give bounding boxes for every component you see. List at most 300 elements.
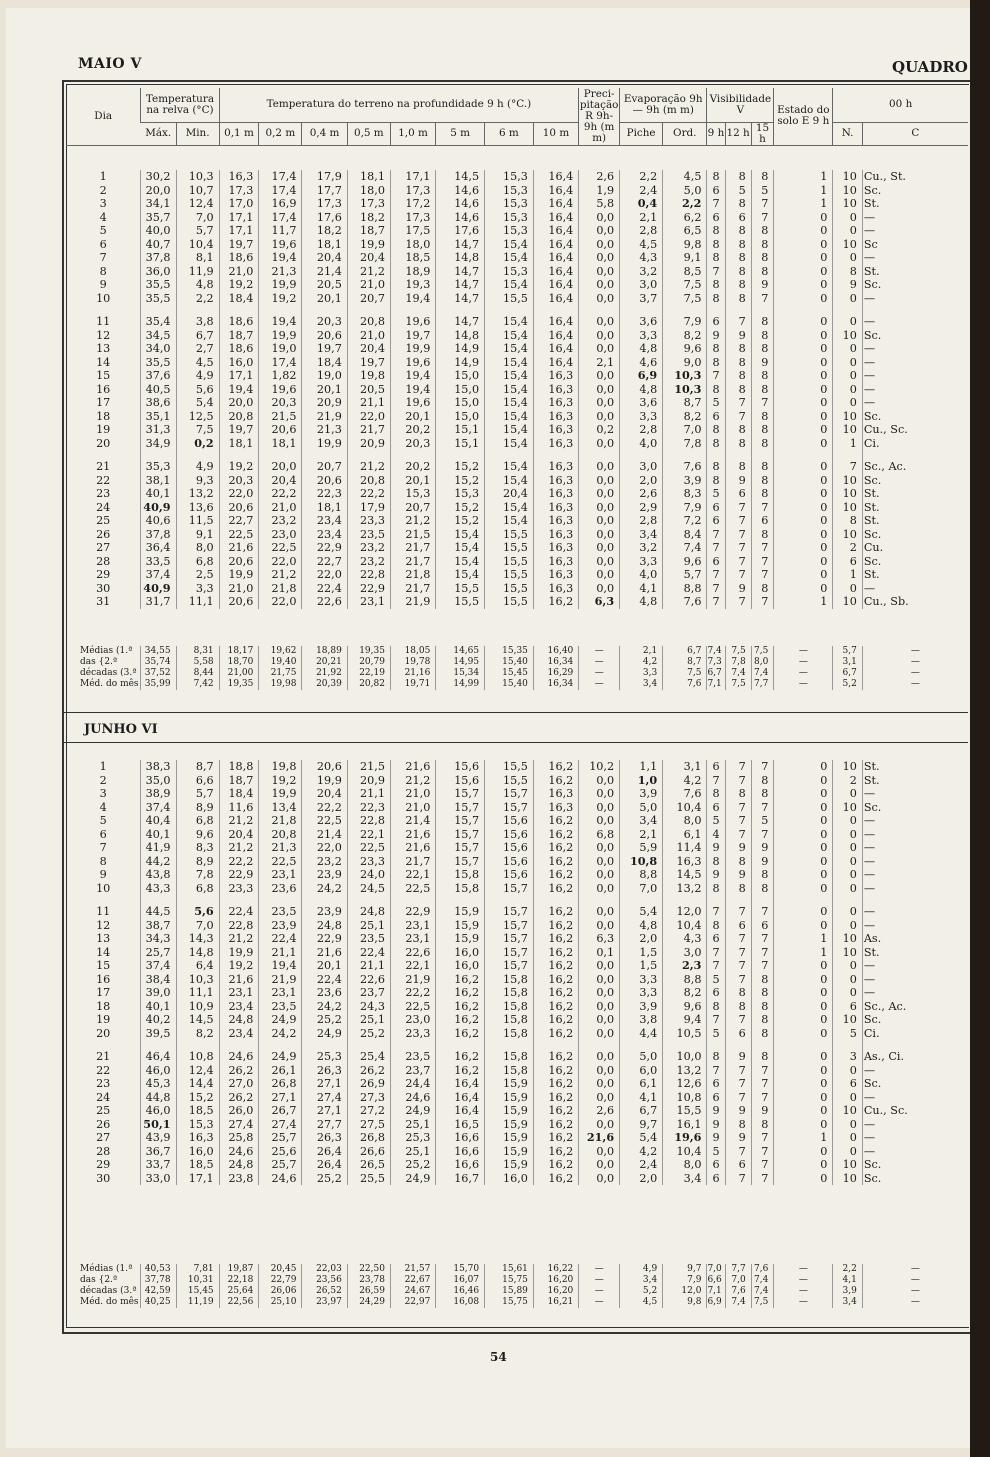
value-cell: 22,9: [302, 932, 347, 946]
value-cell: 2,8: [620, 224, 663, 238]
value-cell: 15,35: [485, 646, 534, 657]
value-cell: 0,0: [579, 278, 620, 292]
value-cell: 22,50: [347, 1264, 390, 1275]
value-cell: 3,0: [620, 278, 663, 292]
value-cell: 8,1: [176, 251, 219, 265]
value-cell: 5,4: [620, 1131, 663, 1145]
value-cell: 9,1: [663, 251, 707, 265]
value-cell: 7,7: [725, 1264, 751, 1275]
value-cell: 12,4: [176, 197, 219, 211]
value-cell: 0,0: [579, 555, 620, 569]
value-cell: 21,57: [390, 1264, 435, 1275]
value-cell: 0: [774, 986, 833, 1000]
value-cell: 8: [725, 787, 751, 801]
value-cell: 18,5: [176, 1104, 219, 1118]
day-cell: 4: [99, 800, 107, 814]
value-cell: 0: [833, 315, 862, 329]
value-cell: 22,0: [347, 410, 390, 424]
value-cell: 18,1: [302, 501, 347, 515]
value-cell: 38,1: [141, 474, 176, 488]
value-cell: 7,9: [663, 1275, 707, 1286]
value-cell: 37,8: [141, 251, 176, 265]
value-cell: 19,6: [259, 383, 302, 397]
value-cell: 23,5: [259, 905, 302, 919]
table-row: [66, 973, 968, 987]
value-cell: 16,4: [533, 224, 578, 238]
value-cell: 6,9: [707, 1297, 725, 1308]
value-cell: 8,3: [663, 487, 707, 501]
value-cell: 19,6: [390, 356, 435, 370]
value-cell: 46,0: [141, 1064, 176, 1078]
value-cell: 15,3: [485, 184, 534, 198]
day-cell: 16: [96, 972, 111, 986]
value-cell: 19,9: [390, 342, 435, 356]
value-cell: 2,0: [620, 474, 663, 488]
value-cell: 2,8: [620, 514, 663, 528]
table-row: [66, 814, 968, 828]
value-cell: 8: [751, 1027, 774, 1041]
value-cell: 1: [774, 595, 833, 609]
table-row: [66, 828, 968, 842]
value-cell: 20,4: [219, 828, 259, 842]
value-cell: St.: [862, 568, 968, 582]
value-cell: 10,4: [663, 919, 707, 933]
value-cell: 25,7: [259, 1158, 302, 1172]
value-cell: 21,0: [390, 787, 435, 801]
value-cell: 34,5: [141, 329, 176, 343]
value-cell: 7: [725, 905, 751, 919]
value-cell: 9: [725, 329, 751, 343]
value-cell: 2,2: [176, 292, 219, 306]
value-cell: —: [862, 582, 968, 596]
value-cell: 16,34: [533, 657, 578, 668]
value-cell: 37,52: [141, 668, 176, 679]
value-cell: 19,8: [347, 369, 390, 383]
value-cell: 8: [751, 474, 774, 488]
value-cell: 7,0: [663, 423, 707, 437]
value-cell: 19,62: [259, 646, 302, 657]
value-cell: 18,89: [302, 646, 347, 657]
value-cell: 21,2: [219, 814, 259, 828]
summary-row: [66, 1286, 968, 1297]
value-cell: 8: [725, 342, 751, 356]
value-cell: 0: [774, 855, 833, 869]
value-cell: 6: [707, 986, 725, 1000]
value-cell: 7,5: [176, 423, 219, 437]
value-cell: 35,5: [141, 356, 176, 370]
value-cell: 38,4: [141, 973, 176, 987]
value-cell: 7: [725, 760, 751, 774]
value-cell: 4,0: [620, 568, 663, 582]
value-cell: 0,2: [579, 423, 620, 437]
value-cell: 14,6: [436, 184, 485, 198]
value-cell: 15,1: [436, 437, 485, 451]
value-cell: 16,6: [436, 1158, 485, 1172]
value-cell: 2: [833, 774, 862, 788]
value-cell: 4,1: [620, 582, 663, 596]
value-cell: 37,4: [141, 959, 176, 973]
value-cell: 15,4: [436, 568, 485, 582]
value-cell: 0: [774, 460, 833, 474]
value-cell: 15,9: [485, 1145, 534, 1159]
value-cell: 12,5: [176, 410, 219, 424]
value-cell: 10: [833, 1158, 862, 1172]
value-cell: 3,9: [620, 1000, 663, 1014]
value-cell: 4,9: [176, 460, 219, 474]
value-cell: 7: [725, 959, 751, 973]
value-cell: 0: [774, 582, 833, 596]
value-cell: —: [774, 657, 833, 668]
value-cell: 25,7: [259, 1131, 302, 1145]
table-row: [66, 224, 968, 238]
value-cell: 23,4: [302, 514, 347, 528]
value-cell: 16,3: [533, 787, 578, 801]
value-cell: 3,4: [620, 814, 663, 828]
day-cell: 18: [96, 409, 111, 423]
value-cell: 21,7: [390, 855, 435, 869]
summary-label: décadas (3.ª: [80, 668, 137, 678]
value-cell: 20,7: [302, 460, 347, 474]
value-cell: 19,7: [390, 329, 435, 343]
value-cell: 2,1: [620, 646, 663, 657]
value-cell: 35,74: [141, 657, 176, 668]
value-cell: 15,4: [436, 541, 485, 555]
value-cell: 0: [833, 919, 862, 933]
value-cell: 16,2: [533, 959, 578, 973]
value-cell: 0,0: [579, 342, 620, 356]
value-cell: 2: [833, 541, 862, 555]
value-cell: 24,3: [347, 1000, 390, 1014]
value-cell: 7: [725, 514, 751, 528]
value-cell: 7: [707, 959, 725, 973]
value-cell: 17,6: [436, 224, 485, 238]
value-cell: 4,4: [620, 1027, 663, 1041]
value-cell: 8: [707, 474, 725, 488]
value-cell: 21,2: [390, 514, 435, 528]
value-cell: 2,3: [663, 959, 707, 973]
value-cell: 15,3: [485, 224, 534, 238]
value-cell: 19,7: [302, 342, 347, 356]
value-cell: 9: [725, 1131, 751, 1145]
value-cell: 3,4: [663, 1172, 707, 1186]
value-cell: 40,9: [141, 501, 176, 515]
value-cell: 0,0: [579, 292, 620, 306]
value-cell: Sc.: [862, 1077, 968, 1091]
value-cell: 8: [725, 251, 751, 265]
value-cell: 7: [725, 315, 751, 329]
value-cell: —: [862, 882, 968, 896]
value-cell: 8: [751, 238, 774, 252]
value-cell: 6,7: [833, 668, 862, 679]
value-cell: 17,1: [219, 369, 259, 383]
value-cell: 6: [725, 1027, 751, 1041]
value-cell: 7: [725, 410, 751, 424]
value-cell: 15,40: [485, 657, 534, 668]
value-cell: 10: [833, 410, 862, 424]
table-row: [66, 487, 968, 501]
value-cell: 10,4: [663, 1145, 707, 1159]
value-cell: —: [862, 905, 968, 919]
value-cell: 18,6: [219, 315, 259, 329]
value-cell: 16,0: [485, 1172, 534, 1186]
value-cell: Cu., St.: [862, 170, 968, 184]
value-cell: 15,7: [436, 801, 485, 815]
value-cell: 19,7: [219, 238, 259, 252]
value-cell: 19,8: [259, 760, 302, 774]
value-cell: 18,1: [347, 170, 390, 184]
value-cell: 7,0: [176, 211, 219, 225]
day-cell: 6: [99, 237, 107, 251]
value-cell: 22,4: [302, 582, 347, 596]
value-cell: 21,1: [347, 396, 390, 410]
value-cell: 0: [774, 760, 833, 774]
value-cell: 15,6: [485, 841, 534, 855]
value-cell: 8: [707, 855, 725, 869]
value-cell: 16,4: [533, 251, 578, 265]
value-cell: 3,1: [833, 657, 862, 668]
value-cell: 14,6: [436, 197, 485, 211]
value-cell: 0: [774, 882, 833, 896]
value-cell: 16,3: [533, 369, 578, 383]
value-cell: St.: [862, 760, 968, 774]
day-cell: 31: [96, 595, 111, 608]
value-cell: 36,7: [141, 1145, 176, 1159]
value-cell: 15,2: [436, 501, 485, 515]
value-cell: 15,0: [436, 369, 485, 383]
value-cell: 20,6: [302, 474, 347, 488]
value-cell: 26,0: [219, 1104, 259, 1118]
value-cell: 14,5: [663, 868, 707, 882]
value-cell: —: [862, 1264, 968, 1275]
summary-row: [66, 646, 968, 657]
value-cell: 15,4: [485, 238, 534, 252]
value-cell: 10: [833, 423, 862, 437]
value-cell: 0: [774, 265, 833, 279]
value-cell: 8: [725, 238, 751, 252]
value-cell: 15,6: [436, 774, 485, 788]
value-cell: St.: [862, 265, 968, 279]
value-cell: 0: [774, 1000, 833, 1014]
table-row: [66, 528, 968, 542]
value-cell: 7,6: [725, 1286, 751, 1297]
value-cell: 19,7: [347, 356, 390, 370]
value-cell: 23,6: [259, 882, 302, 896]
value-cell: Cu.: [862, 541, 968, 555]
value-cell: 20,82: [347, 679, 390, 690]
table-row: [66, 1145, 968, 1159]
value-cell: 7,0: [176, 919, 219, 933]
value-cell: 24,9: [259, 1013, 302, 1027]
value-cell: 43,3: [141, 882, 176, 896]
value-cell: 6: [833, 1000, 862, 1014]
value-cell: 23,7: [390, 1064, 435, 1078]
value-cell: 16,2: [533, 1091, 578, 1105]
value-cell: 20,79: [347, 657, 390, 668]
value-cell: 20,0: [219, 396, 259, 410]
value-cell: 40,1: [141, 828, 176, 842]
value-cell: 16,4: [533, 315, 578, 329]
value-cell: 15,2: [436, 460, 485, 474]
value-cell: 16,20: [533, 1286, 578, 1297]
col-estado: Estado do solo E 9 h: [774, 88, 833, 145]
value-cell: 31,3: [141, 423, 176, 437]
value-cell: 8: [725, 437, 751, 451]
value-cell: 15,0: [436, 410, 485, 424]
day-cell: 29: [96, 568, 111, 581]
value-cell: 9: [725, 841, 751, 855]
value-cell: 3,3: [620, 668, 663, 679]
value-cell: 10: [833, 1172, 862, 1186]
value-cell: 21,8: [259, 814, 302, 828]
value-cell: 23,9: [302, 905, 347, 919]
value-cell: 0: [833, 855, 862, 869]
value-cell: 9,6: [176, 828, 219, 842]
value-cell: 5,2: [620, 1286, 663, 1297]
value-cell: 20,6: [219, 595, 259, 609]
value-cell: 24,8: [302, 919, 347, 933]
value-cell: 3,4: [620, 1275, 663, 1286]
value-cell: 4,1: [620, 1091, 663, 1105]
value-cell: 44,8: [141, 1091, 176, 1105]
value-cell: 15,3: [485, 265, 534, 279]
value-cell: —: [862, 1145, 968, 1159]
value-cell: 1: [774, 932, 833, 946]
value-cell: 22,5: [259, 541, 302, 555]
value-cell: 35,5: [141, 278, 176, 292]
value-cell: 21,6: [579, 1131, 620, 1145]
value-cell: 0: [833, 369, 862, 383]
value-cell: 20,1: [390, 410, 435, 424]
value-cell: 4,8: [620, 595, 663, 609]
value-cell: 7,4: [725, 1297, 751, 1308]
value-cell: 0,0: [579, 1118, 620, 1132]
value-cell: 8: [751, 487, 774, 501]
value-cell: 17,1: [219, 224, 259, 238]
value-cell: 8: [751, 265, 774, 279]
value-cell: 0,0: [579, 973, 620, 987]
value-cell: 15,7: [485, 959, 534, 973]
value-cell: 6: [707, 410, 725, 424]
value-cell: 16,4: [436, 1104, 485, 1118]
day-cell: 13: [96, 342, 111, 355]
value-cell: 7: [707, 1013, 725, 1027]
value-cell: 16,4: [436, 1091, 485, 1105]
value-cell: 16,34: [533, 679, 578, 690]
value-cell: 27,4: [259, 1118, 302, 1132]
value-cell: —: [862, 1091, 968, 1105]
value-cell: 20,7: [347, 292, 390, 306]
value-cell: 19,6: [390, 315, 435, 329]
value-cell: 43,8: [141, 868, 176, 882]
value-cell: 4,0: [620, 437, 663, 451]
value-cell: 10: [833, 170, 862, 184]
value-cell: 0: [833, 868, 862, 882]
value-cell: 1,9: [579, 184, 620, 198]
summary-row: [66, 679, 968, 690]
value-cell: 0: [833, 986, 862, 1000]
value-cell: 2,6: [579, 1104, 620, 1118]
value-cell: 23,2: [347, 541, 390, 555]
month-header: MAIO V: [78, 56, 142, 72]
table-row: [66, 595, 968, 609]
value-cell: 19,2: [259, 292, 302, 306]
value-cell: 40,6: [141, 514, 176, 528]
value-cell: 1: [833, 437, 862, 451]
day-cell: 1: [99, 760, 107, 773]
value-cell: 16,3: [219, 170, 259, 184]
value-cell: 0: [833, 1118, 862, 1132]
value-cell: 15,7: [436, 787, 485, 801]
value-cell: 23,2: [259, 514, 302, 528]
value-cell: 18,4: [219, 787, 259, 801]
value-cell: 0: [774, 329, 833, 343]
value-cell: 21,2: [219, 841, 259, 855]
value-cell: 16,3: [533, 555, 578, 569]
day-cell: 12: [96, 328, 111, 342]
value-cell: 22,67: [390, 1275, 435, 1286]
value-cell: 8: [751, 986, 774, 1000]
col-hour: 00 h: [833, 88, 968, 122]
value-cell: 13,6: [176, 501, 219, 515]
value-cell: 10,7: [176, 184, 219, 198]
value-cell: 8: [751, 329, 774, 343]
value-cell: 18,05: [390, 646, 435, 657]
value-cell: 7,6: [663, 460, 707, 474]
value-cell: 26,06: [259, 1286, 302, 1297]
value-cell: 7: [725, 528, 751, 542]
value-cell: 15,4: [485, 501, 534, 515]
value-cell: 17,2: [390, 197, 435, 211]
value-cell: 30,2: [141, 170, 176, 184]
value-cell: 10: [833, 595, 862, 609]
value-cell: —: [862, 959, 968, 973]
value-cell: 15,3: [436, 487, 485, 501]
value-cell: 7: [725, 946, 751, 960]
value-cell: 17,4: [259, 170, 302, 184]
value-cell: —: [862, 814, 968, 828]
value-cell: 5,7: [176, 224, 219, 238]
value-cell: 0,0: [579, 1000, 620, 1014]
value-cell: 0,0: [579, 396, 620, 410]
value-cell: 0,0: [579, 383, 620, 397]
value-cell: Sc: [862, 238, 968, 252]
value-cell: 22,1: [390, 959, 435, 973]
value-cell: 16,2: [533, 1104, 578, 1118]
value-cell: 2,7: [176, 342, 219, 356]
table-row: [66, 1091, 968, 1105]
value-cell: 44,2: [141, 855, 176, 869]
value-cell: 21,00: [219, 668, 259, 679]
value-cell: 8,7: [176, 760, 219, 774]
value-cell: 3,9: [620, 787, 663, 801]
value-cell: 15,3: [485, 211, 534, 225]
value-cell: 16,2: [533, 855, 578, 869]
value-cell: 5,2: [833, 679, 862, 690]
value-cell: 8: [707, 224, 725, 238]
value-cell: 25,8: [219, 1131, 259, 1145]
value-cell: 14,6: [436, 211, 485, 225]
value-cell: 20,4: [259, 474, 302, 488]
day-cell: 21: [96, 1050, 111, 1063]
value-cell: 15,7: [485, 932, 534, 946]
day-cell: 29: [96, 1158, 111, 1171]
value-cell: 16,3: [663, 855, 707, 869]
summary-label: das {2.ª: [80, 1275, 118, 1285]
value-cell: 37,6: [141, 369, 176, 383]
value-cell: 8: [707, 251, 725, 265]
value-cell: 21,2: [219, 932, 259, 946]
value-cell: 2,4: [620, 1158, 663, 1172]
